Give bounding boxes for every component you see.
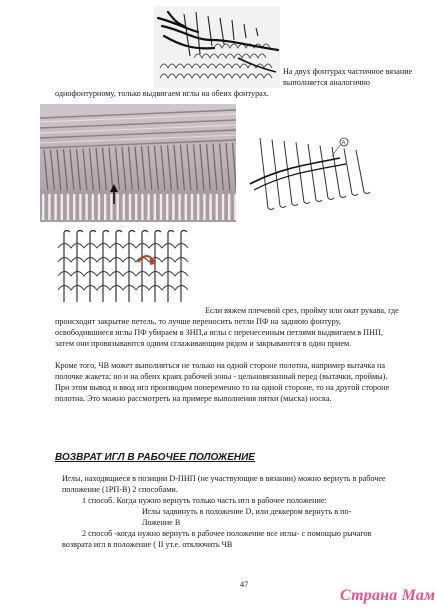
para4-line5: Ложение В — [142, 518, 181, 527]
needle-diagram — [240, 128, 386, 218]
para4-line6: 2 способ -когда нужно вернуть в рабочее положение все иглы- с помощью рычагов — [82, 529, 372, 538]
para2-line1: Если вяжем плечевой срез, пройму или окат рукава, где — [205, 306, 399, 315]
para4-line3: 1 способ. Когда нужно вернуть только часть игл в рабочее положение: — [82, 496, 327, 505]
para2-line3: освободившиеся иглы ПФ убираем в ЗНП,а иглы с перенесенным петлями выдвигаем в ПНП, — [55, 328, 383, 337]
para4-line7: возврата игл в положение ( II ут.е. отключить ЧВ — [62, 540, 233, 549]
site-watermark — [340, 587, 435, 605]
para2-line2: происходит закрытие петель, то лучше переносить петли ПФ на заднюю фонтуру, — [55, 317, 341, 326]
para4-line4: Иглы задвинуть в положение D, или деккером вернуть в по- — [142, 507, 352, 516]
knitting-machine-photo — [40, 104, 236, 222]
knitting-machine-photo-icon — [40, 104, 236, 222]
para1-line3: однофонтурному, только выдвигаем иглы на обеих фонтурах. — [55, 89, 269, 98]
para1-line1: На двух фонтурах частичное вязание — [283, 67, 413, 76]
watermark-text: Страна Мам — [340, 587, 436, 604]
diagram-label-a: A — [341, 140, 346, 147]
para2-line4: затем они провязываются одним сглаживающим рядом и закрываются в один прием. — [55, 339, 352, 348]
stitch-sketch-icon — [154, 6, 280, 88]
loops-diagram — [54, 228, 196, 306]
para3-line1: Кроме того, ЧВ может выполняться не только на одной стороне полотна, например вытачка на — [55, 361, 386, 370]
para3-line2: полочке жакета; но и на обеих краях рабочей зоны - цельновязанный перед (вытачки, проймы). — [55, 372, 388, 381]
para4-line1: Иглы, находящиеся в позиции D-ПНП (не участвующие в вязании) можно вернуть в рабочее — [62, 474, 386, 483]
section-heading: ВОЗВРАТ ИГЛ В РАБОЧЕЕ ПОЛОЖЕНИЕ — [55, 452, 255, 463]
loops-diagram-icon — [54, 228, 196, 306]
needle-diagram-icon — [240, 128, 386, 218]
para1-line2: выполняется аналогично — [283, 78, 370, 87]
page-number: 47 — [240, 580, 249, 589]
para4-line2: положение (1РП-В) 2 способами. — [62, 485, 178, 494]
para3-line4: полотна. Это можно рассмотреть на примере выполнения пятки (мыска) носка. — [55, 394, 332, 403]
top-stitch-illustration — [154, 6, 280, 88]
para3-line3: При этом вывод и ввод игл производим попеременно то на одной стороне, то на другой стороне — [55, 383, 390, 392]
